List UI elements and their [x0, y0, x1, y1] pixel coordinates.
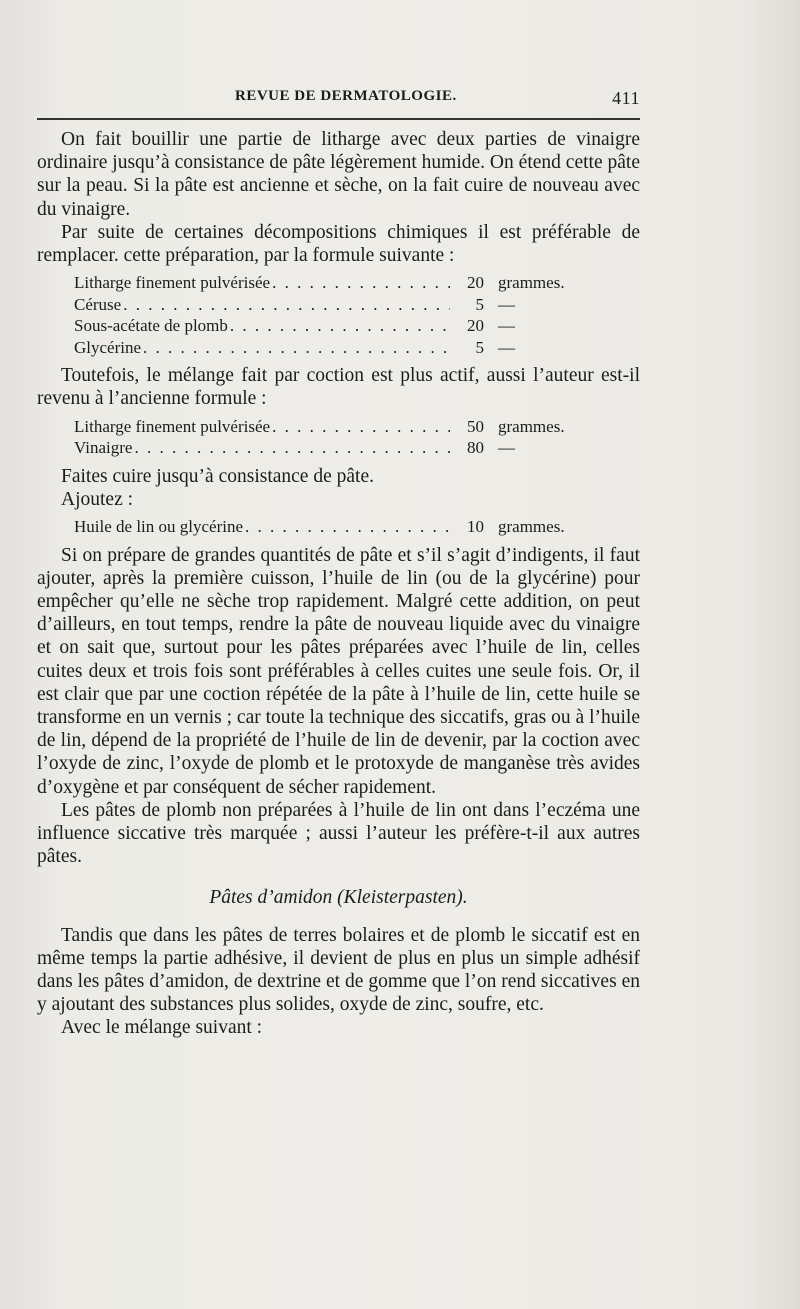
section-heading	[37, 886, 640, 909]
recipe-table	[74, 272, 600, 358]
ingredient-qty: 10	[467, 517, 484, 537]
journal-title: REVUE DE DERMATOLOGIE.	[235, 88, 457, 104]
ingredient-name: Huile de lin ou glycérine	[74, 517, 244, 537]
ingredient-qty: 5	[475, 337, 484, 357]
ingredient-name: Vinaigre	[74, 438, 133, 458]
paragraph: Ajoutez :	[61, 488, 134, 510]
recipe-row	[74, 416, 600, 438]
recipe-table	[74, 516, 600, 538]
ingredient-name: Sous-acétate de plomb	[74, 316, 228, 336]
dot-leader	[121, 294, 450, 316]
body-text	[37, 128, 640, 1040]
dot-leader	[270, 416, 450, 438]
recipe-row	[74, 516, 600, 538]
ingredient-unit: —	[498, 438, 515, 458]
section-title: Pâtes d’amidon	[209, 887, 333, 909]
ingredient-unit: grammes.	[498, 517, 565, 537]
ingredient-unit: —	[498, 294, 515, 314]
ingredient-qty: 20	[467, 273, 484, 293]
ingredient-unit: grammes.	[498, 416, 565, 436]
ingredient-qty: 50	[467, 416, 484, 436]
paragraph: Toutefois, le mélange fait par coction est plus actif, aussi l’auteur est-il revenu à l’ancienne formule :	[37, 365, 640, 410]
header-rule	[37, 118, 640, 120]
page-number: 411	[612, 88, 640, 108]
dot-leader	[243, 516, 450, 538]
paragraph: Si on prépare de grandes quantités de pâte et s’il s’agit d’indigents, il faut ajouter, après la première cuisson, l’huile de lin (ou de la glycérine) pour empêcher qu’elle ne sèche trop rapidement. Malgré cette addition, on peut d’ailleurs, en tout temps, rendre la pâte de nouveau liquide avec du vinaigre et on sait que, surtout pour les pâtes préparées avec l’huile de lin, celles cuites deux et trois fois sont préférables à celles cuites une seule fois. Or, il est clair que par une coction répétée de la pâte à l’huile de lin, cette huile se transforme en un vernis ; car toute la technique des siccatifs, gras ou à l’huile de lin, dépend de la propriété de l’huile de lin de devenir, par la coction avec l’oxyde de zinc, l’oxyde de plomb et le protoxyde de manganèse très avides d’oxygène et par conséquent de sécher rapidement.	[37, 544, 640, 798]
paragraph: On fait bouillir une partie de litharge avec deux parties de vinaigre ordinaire jusqu’à consistance de pâte légèrement humide. On étend cette pâte sur la peau. Si la pâte est ancienne et sèche, on la fait cuire de nouveau avec du vinaigre.	[37, 129, 640, 220]
dot-leader	[132, 437, 450, 459]
paragraph: Tandis que dans les pâtes de terres bolaires et de plomb le siccatif est en même temps la partie adhésive, il devient de plus en plus un simple adhésif dans les pâtes d’amidon, de dextrine et de gomme que l’on rend siccatives en y ajoutant des substances plus solides, oxyde de zinc, soufre, etc.	[37, 924, 640, 1016]
paragraph: Faites cuire jusqu’à consistance de pâte.	[61, 465, 374, 487]
dot-leader	[270, 272, 450, 294]
recipe-row	[74, 337, 600, 359]
recipe-row	[74, 294, 600, 316]
ingredient-unit: —	[498, 337, 515, 357]
paragraph: Par suite de certaines décompositions chimiques il est préférable de remplacer. cette préparation, par la formule suivante :	[37, 221, 640, 267]
ingredient-unit: —	[498, 316, 515, 336]
ingredient-qty: 80	[467, 438, 484, 458]
ingredient-unit: grammes.	[498, 273, 565, 293]
paragraph: Les pâtes de plomb non préparées à l’huile de lin ont dans l’eczéma une influence siccative très marquée ; aussi l’auteur les préfère-t-il aux autres pâtes.	[37, 799, 640, 868]
recipe-table	[74, 416, 600, 459]
ingredient-name: Glycérine	[74, 337, 142, 357]
ingredient-qty: 5	[475, 294, 484, 314]
recipe-row	[74, 272, 600, 294]
recipe-row	[74, 437, 600, 459]
ingredient-qty: 20	[467, 316, 484, 336]
running-header	[37, 88, 640, 112]
dot-leader	[228, 315, 450, 337]
ingredient-name: Litharge finement pulvérisée	[74, 416, 271, 436]
ingredient-name: Litharge finement pulvérisée	[74, 273, 271, 293]
ingredient-name: Céruse	[74, 294, 122, 314]
recipe-row	[74, 315, 600, 337]
section-title-german: (Kleisterpasten).	[337, 887, 468, 909]
paragraph: Avec le mélange suivant :	[61, 1017, 263, 1039]
dot-leader	[141, 337, 450, 359]
